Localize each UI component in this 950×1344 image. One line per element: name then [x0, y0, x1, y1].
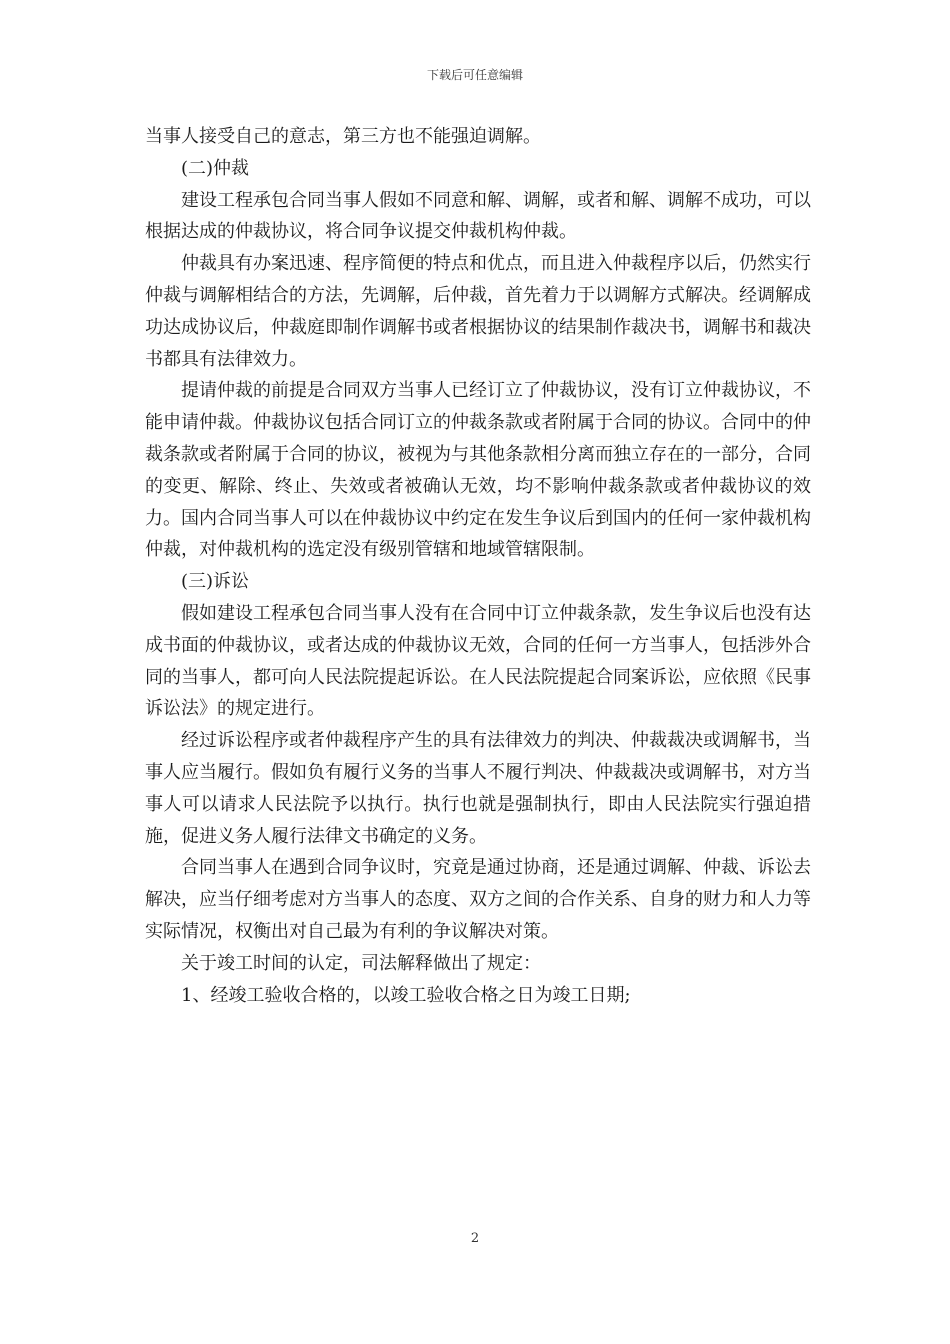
paragraph: 建设工程承包合同当事人假如不同意和解、调解，或者和解、调解不成功，可以根据达成的仲裁协议，将合同争议提交仲裁机构仲裁。	[145, 189, 811, 243]
document-body	[145, 121, 811, 1011]
section-heading-litigation: (三)诉讼	[181, 571, 250, 593]
list-item: 1、经竣工验收合格的，以竣工验收合格之日为竣工日期;	[181, 984, 631, 1006]
paragraph: 合同当事人在遇到合同争议时，究竟是通过协商，还是通过调解、仲裁、诉讼去解决，应当仔细考虑对方当事人的态度、双方之间的合作关系、自身的财力和人力等实际情况，权衡出对自己最为有利的争议解决对策。	[145, 857, 811, 942]
paragraph: 关于竣工时间的认定，司法解释做出了规定：	[181, 952, 541, 974]
page-number: 2	[470, 1231, 480, 1246]
page-header: 下载后可任意编辑	[426, 68, 523, 82]
paragraph: 仲裁具有办案迅速、程序简便的特点和优点，而且进入仲裁程序以后，仍然实行仲裁与调解相结合的方法，先调解，后仲裁，首先着力于以调解方式解决。经调解成功达成协议后，仲裁庭即制作调解书或者根据协议的结果制作裁决书，调解书和裁决书都具有法律效力。	[145, 253, 811, 370]
section-heading-arbitration: (二)仲裁	[181, 157, 250, 179]
paragraph-continuation: 当事人接受自己的意志，第三方也不能强迫调解。	[145, 126, 541, 147]
paragraph: 经过诉讼程序或者仲裁程序产生的具有法律效力的判决、仲裁裁决或调解书，当事人应当履行。假如负有履行义务的当事人不履行判决、仲裁裁决或调解书，对方当事人可以请求人民法院予以执行。执行也就是强制执行，即由人民法院实行强迫措施，促进义务人履行法律文书确定的义务。	[145, 730, 811, 847]
paragraph: 提请仲裁的前提是合同双方当事人已经订立了仲裁协议，没有订立仲裁协议，不能申请仲裁。仲裁协议包括合同订立的仲裁条款或者附属于合同的协议。合同中的仲裁条款或者附属于合同的协议，被视为与其他条款相分离而独立存在的一部分，合同的变更、解除、终止、失效或者被确认无效，均不影响仲裁条款或者仲裁协议的效力。国内合同当事人可以在仲裁协议中约定在发生争议后到国内的任何一家仲裁机构仲裁，对仲裁机构的选定没有级别管辖和地域管辖限制。	[145, 380, 811, 561]
paragraph: 假如建设工程承包合同当事人没有在合同中订立仲裁条款，发生争议后也没有达成书面的仲裁协议，或者达成的仲裁协议无效，合同的任何一方当事人，包括涉外合同的当事人，都可向人民法院提起诉讼。在人民法院提起合同案诉讼，应依照《民事诉讼法》的规定进行。	[145, 602, 811, 720]
